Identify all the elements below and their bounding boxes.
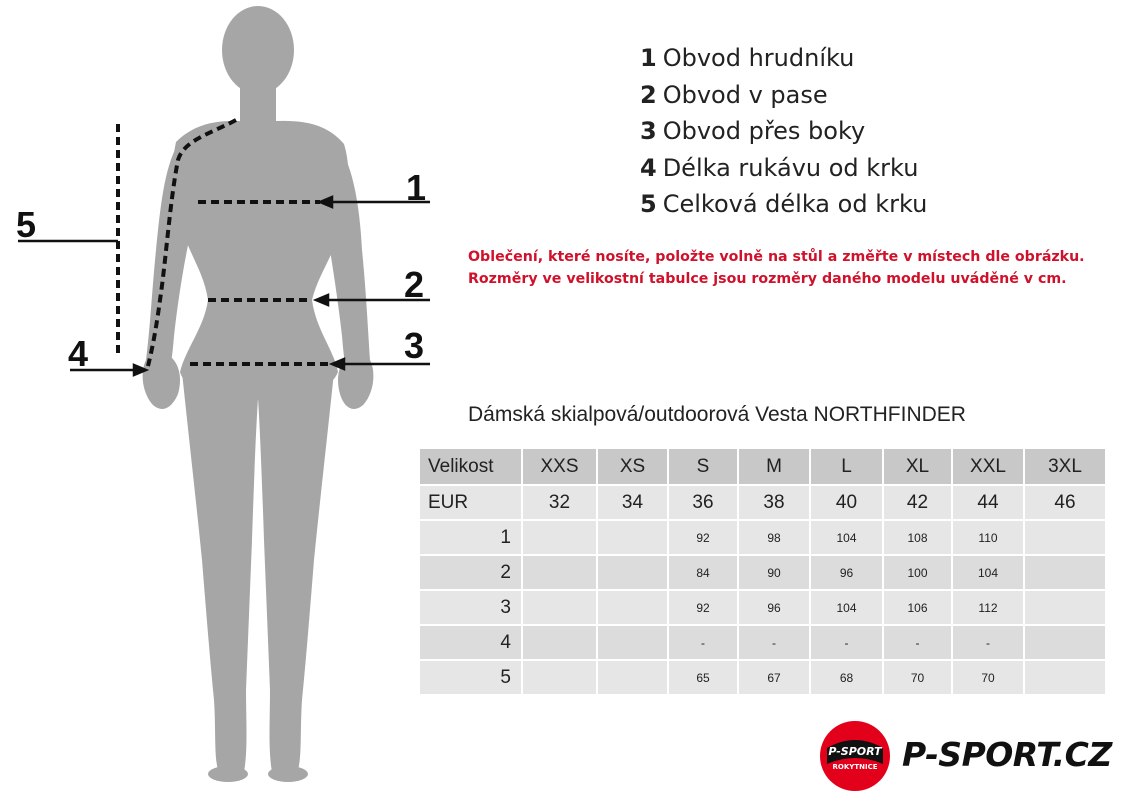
table-cell: [1024, 520, 1106, 555]
table-cell: 5: [419, 660, 522, 695]
table-cell: 98: [738, 520, 810, 555]
table-cell: [522, 660, 597, 695]
marker-3: 3: [404, 325, 425, 366]
legend-label: Celková délka od krku: [662, 190, 928, 218]
header-cell: XL: [883, 448, 952, 485]
table-cell: [522, 555, 597, 590]
instruction-line: Rozměry ve velikostní tabulce jsou rozměry daného modelu uváděné v cm.: [468, 271, 1067, 287]
table-row: [419, 590, 1106, 625]
table-cell: 32: [522, 485, 597, 520]
table-cell: 34: [597, 485, 668, 520]
table-cell: [522, 520, 597, 555]
table-cell: 1: [419, 520, 522, 555]
header-cell: L: [810, 448, 883, 485]
legend-item-5: [640, 186, 927, 223]
table-cell: 106: [883, 590, 952, 625]
header-cell: S: [668, 448, 738, 485]
table-row: [419, 625, 1106, 660]
table-cell: 92: [668, 590, 738, 625]
eur-size-row: [419, 485, 1106, 520]
table-cell: 40: [810, 485, 883, 520]
legend-item-4: [640, 150, 927, 187]
table-cell: 2: [419, 555, 522, 590]
size-table: [418, 447, 1107, 696]
legend-label: Obvod v pase: [662, 80, 828, 109]
table-cell: 44: [952, 485, 1024, 520]
header-cell: XXS: [522, 448, 597, 485]
table-cell: 96: [738, 590, 810, 625]
table-cell: 70: [952, 660, 1024, 695]
table-cell: [597, 660, 668, 695]
header-cell: M: [738, 448, 810, 485]
body-measurement-figure: [0, 0, 470, 794]
table-cell: [597, 555, 668, 590]
header-cell: 3XL: [1024, 448, 1106, 485]
legend-number: 3: [640, 117, 657, 145]
table-cell: [597, 520, 668, 555]
legend-item-3: [640, 113, 927, 150]
marker-4: 4: [68, 333, 89, 374]
table-cell: 46: [1024, 485, 1106, 520]
arrow-head-2: [316, 295, 328, 305]
table-cell: 42: [883, 485, 952, 520]
table-cell: [522, 625, 597, 660]
marker-5: 5: [16, 204, 37, 245]
instruction-line: Oblečení, které nosíte, položte volně na stůl a změřte v místech dle obrázku.: [468, 249, 1085, 265]
size-table-title: Dámská skialpová/outdoorová Vesta NORTHFINDER: [468, 403, 966, 426]
legend-label: Obvod přes boky: [662, 117, 866, 145]
legend-number: 4: [640, 153, 657, 182]
table-cell: [597, 625, 668, 660]
table-row: [419, 660, 1106, 695]
table-row: [419, 520, 1106, 555]
table-cell: 112: [952, 590, 1024, 625]
legend-number: 5: [640, 190, 657, 218]
table-cell: 70: [883, 660, 952, 695]
table-cell: -: [738, 625, 810, 660]
table-cell: 108: [883, 520, 952, 555]
table-cell: -: [810, 625, 883, 660]
table-cell: 36: [668, 485, 738, 520]
legend-label: Obvod hrudníku: [662, 44, 855, 72]
table-cell: 96: [810, 555, 883, 590]
table-cell: 67: [738, 660, 810, 695]
marker-2: 2: [404, 264, 425, 305]
table-cell: -: [883, 625, 952, 660]
header-cell: XXL: [952, 448, 1024, 485]
table-cell: 65: [668, 660, 738, 695]
table-cell: [1024, 590, 1106, 625]
table-cell: 100: [883, 555, 952, 590]
table-cell: 110: [952, 520, 1024, 555]
table-cell: 104: [810, 590, 883, 625]
legend-label: Délka rukávu od krku: [662, 153, 919, 182]
logo-text-psport: P-SPORT: [828, 745, 882, 758]
table-cell: [1024, 555, 1106, 590]
table-cell: EUR: [419, 485, 522, 520]
table-cell: -: [668, 625, 738, 660]
table-cell: 84: [668, 555, 738, 590]
table-cell: 4: [419, 625, 522, 660]
table-cell: [597, 590, 668, 625]
legend-item-2: [640, 77, 927, 114]
table-row: [419, 555, 1106, 590]
table-cell: 68: [810, 660, 883, 695]
table-cell: 104: [952, 555, 1024, 590]
header-cell: Velikost: [419, 448, 522, 485]
table-cell: 92: [668, 520, 738, 555]
table-cell: 104: [810, 520, 883, 555]
measurement-legend: [640, 40, 927, 223]
woman-silhouette: [143, 6, 374, 782]
table-cell: 90: [738, 555, 810, 590]
table-cell: 3: [419, 590, 522, 625]
header-cell: XS: [597, 448, 668, 485]
size-header-row: [419, 448, 1106, 485]
measurement-instructions: [468, 246, 1085, 290]
legend-number: 2: [640, 80, 657, 109]
logo-text-rokytnice: ROKYTNICE: [832, 763, 878, 771]
marker-1: 1: [406, 167, 427, 208]
table-cell: [522, 590, 597, 625]
legend-number: 1: [640, 44, 657, 72]
legend-item-1: [640, 40, 927, 77]
table-cell: [1024, 625, 1106, 660]
table-cell: [1024, 660, 1106, 695]
table-cell: -: [952, 625, 1024, 660]
brand-wordmark: P-SPORT.CZ: [902, 735, 1112, 774]
table-cell: 38: [738, 485, 810, 520]
